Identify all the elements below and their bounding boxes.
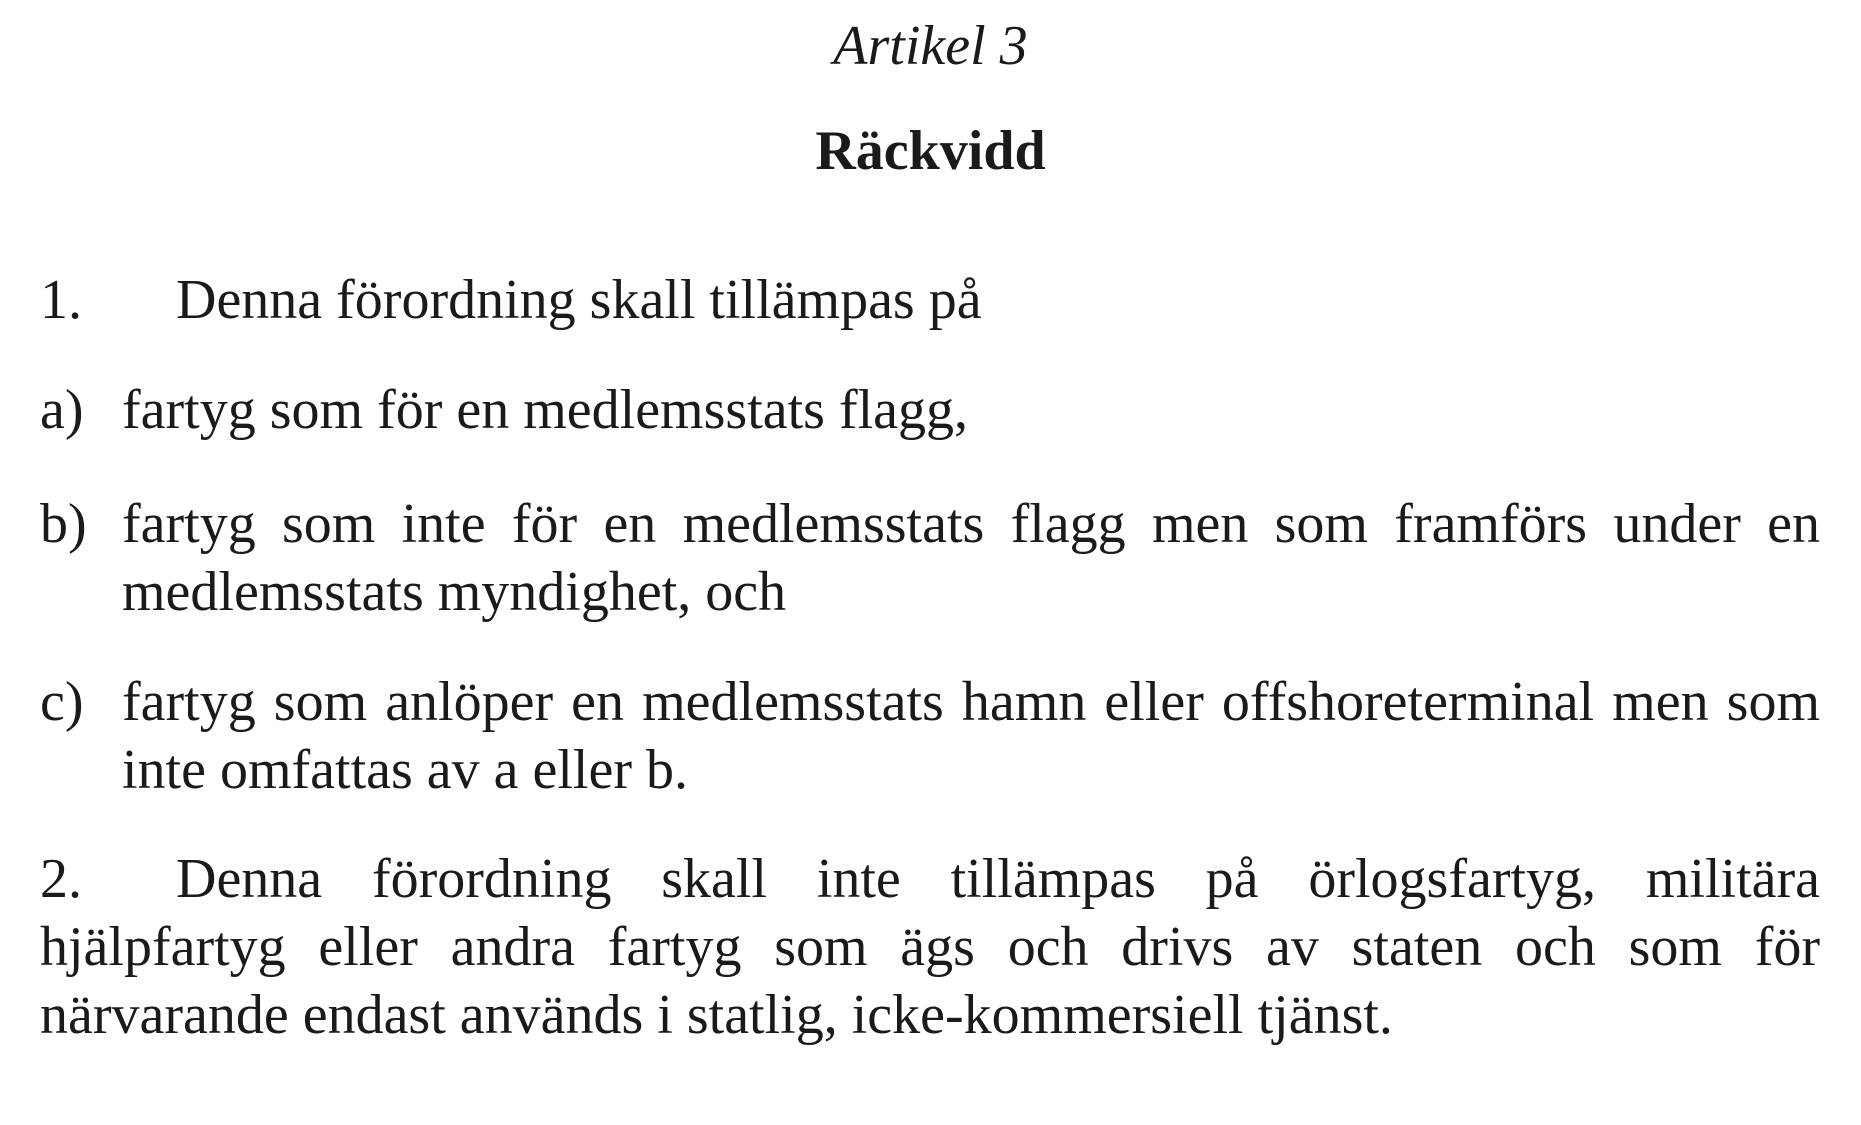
list-item-c-text: fartyg som anlöper en medlemsstats hamn eller offshoreterminal men som inte omfattas av a eller b. [122,671,1820,801]
list-item-a-marker: a) [40,379,84,441]
article-title: Räckvidd [815,120,1046,182]
article-number: Artikel 3 [833,15,1028,77]
list-item-a [40,376,1820,444]
list-item-b-marker: b) [40,493,87,555]
paragraph-2 [40,845,1820,1049]
paragraph-1-number: 1. [40,269,82,331]
paragraph-1-text: Denna förordning skall tillämpas på [176,269,982,331]
paragraph-2-number: 2. [40,848,82,910]
paragraph-2-text: Denna förordning skall inte tillämpas på örlogsfartyg, militära hjälpfartyg eller andra fartyg som ägs och drivs av staten och som för närvarande endast används i statlig, icke-kommersiell tjänst. [40,848,1820,1046]
list-item-a-text: fartyg som för en medlemsstats flagg, [122,379,969,441]
list-item-c-marker: c) [40,671,84,733]
list-item-c [40,668,1820,804]
list-item-b-text: fartyg som inte för en medlemsstats flagg men som framförs under en medlemsstats myndighet, och [122,493,1820,623]
paragraph-1 [40,266,1820,334]
list-item-b [40,490,1820,626]
